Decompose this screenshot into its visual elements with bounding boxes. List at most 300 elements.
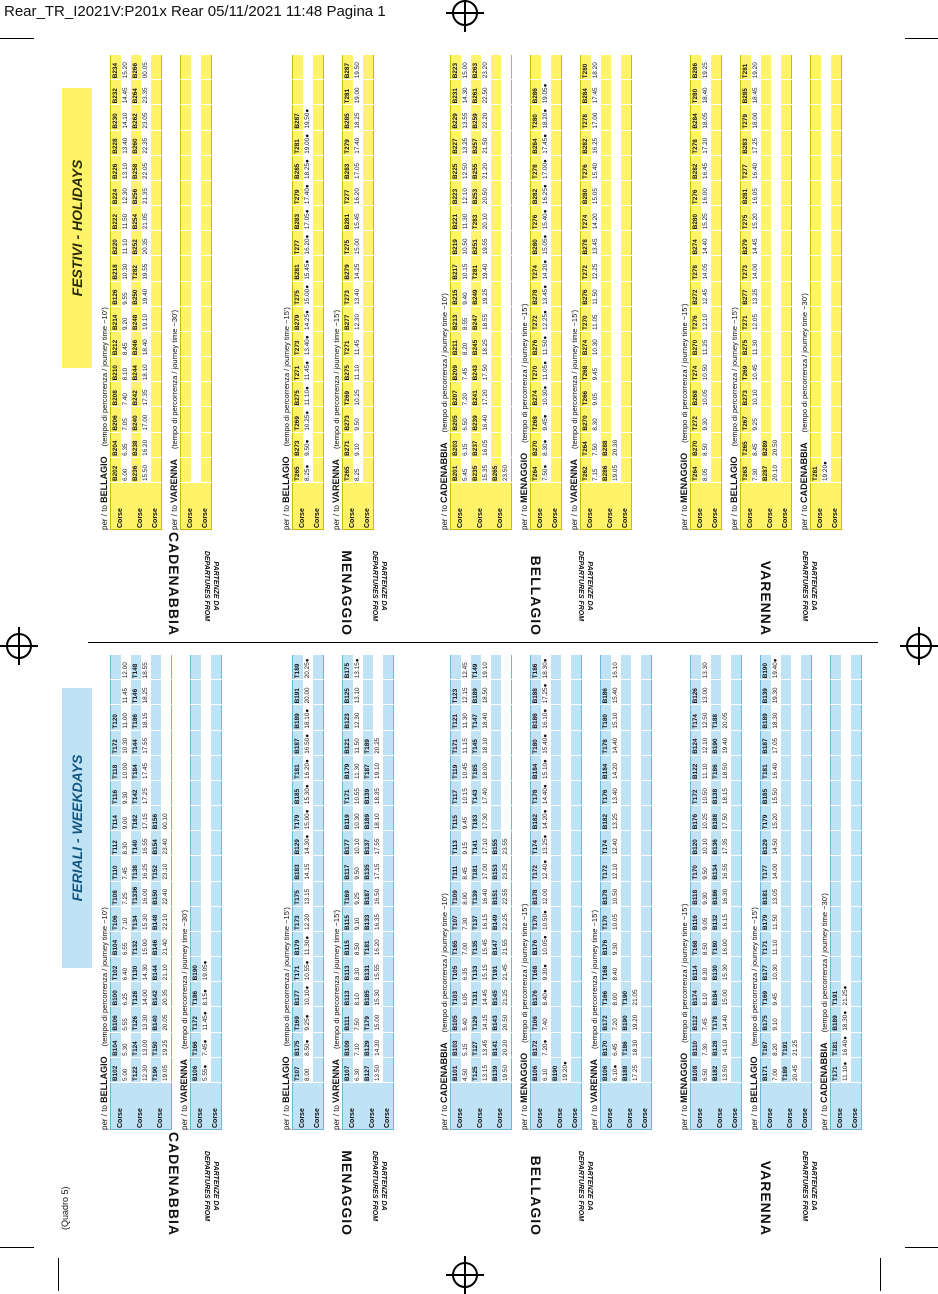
run-code: T272 xyxy=(691,407,702,432)
departure-time xyxy=(561,906,571,931)
route-prefix: per / to xyxy=(800,502,809,530)
departure-time: 15.25 xyxy=(701,206,711,231)
quadro-label: (Quadro 5) xyxy=(60,1186,70,1230)
blank-cell xyxy=(551,382,562,407)
journey-time: (tempo di percorrenza / journey time ~15') xyxy=(680,903,689,1043)
run-code xyxy=(621,806,631,831)
corse-label: Corse xyxy=(293,483,314,530)
corse-label: Corse xyxy=(761,1083,782,1130)
run-code: B109 xyxy=(343,1032,354,1057)
run-code xyxy=(181,105,192,130)
departure-time: 6.05 xyxy=(461,982,471,1007)
departure-time-row xyxy=(591,55,601,530)
run-code: B112 xyxy=(691,1007,702,1032)
departure-time: 8.10 xyxy=(353,982,363,1007)
departure-time: 14.10 xyxy=(721,1032,731,1057)
departure-time: 10.45 xyxy=(461,755,471,780)
departure-time: 16.05 xyxy=(481,432,491,457)
departure-time xyxy=(191,256,201,281)
blank-cell xyxy=(551,180,562,205)
blank-cell xyxy=(831,306,842,331)
departure-time: 12.15 xyxy=(461,680,471,705)
departure-time: 9.45 xyxy=(771,982,781,1007)
departure-time xyxy=(161,655,172,680)
run-code: B178 xyxy=(601,881,612,906)
blank-cell xyxy=(641,680,652,705)
blank-cell xyxy=(211,906,222,931)
run-code-row xyxy=(551,655,561,1130)
departure-time xyxy=(191,281,201,306)
run-code: T273 xyxy=(741,256,752,281)
blank-cell xyxy=(313,457,324,482)
run-code: T174 xyxy=(691,705,702,730)
blank-cell xyxy=(711,155,722,180)
run-code xyxy=(491,780,501,805)
departure-time-row xyxy=(121,55,131,530)
departure-time xyxy=(161,755,172,780)
departures-from-label: PARTENZE DA DEPARTURES FROM xyxy=(203,550,220,622)
run-code: T171 xyxy=(343,780,354,805)
departure-time: 8.45 xyxy=(751,432,761,457)
run-code: T283 xyxy=(471,206,481,231)
departure-time: 9.15 xyxy=(461,831,471,856)
run-code: B106 xyxy=(531,1057,542,1082)
run-code: B243 xyxy=(471,357,481,382)
run-code xyxy=(621,957,631,982)
blank-row xyxy=(211,655,222,1130)
departure-time: 12.10 xyxy=(461,180,471,205)
journey-time: (tempo di percorrenza / journey time ~30') xyxy=(820,893,829,1033)
blank-cell xyxy=(313,780,324,805)
run-code: B117 xyxy=(343,856,354,881)
departure-time: 14.00 xyxy=(141,982,151,1007)
blank-cell xyxy=(831,256,842,281)
corse-label: Corse xyxy=(181,483,202,530)
blank-cell xyxy=(151,331,162,356)
blank-cell xyxy=(781,357,792,382)
departure-time: 10.05 xyxy=(701,382,711,407)
departure-time: 11.30 xyxy=(461,206,471,231)
route-header xyxy=(178,654,190,1130)
blank-cell xyxy=(363,206,374,231)
run-code xyxy=(601,155,611,180)
run-code xyxy=(601,382,611,407)
run-code: B219 xyxy=(451,231,462,256)
departure-time: 22.50 xyxy=(481,80,491,105)
run-code xyxy=(831,831,842,856)
blank-cell xyxy=(781,180,792,205)
blank-cell xyxy=(731,982,742,1007)
blank-cell xyxy=(151,357,162,382)
blank-cell xyxy=(831,105,842,130)
blank-cell xyxy=(211,806,222,831)
run-code: B263 xyxy=(471,55,481,80)
departures-from-label: PARTENZE DA DEPARTURES FROM xyxy=(577,550,594,622)
run-code-row xyxy=(131,55,141,530)
run-code xyxy=(181,80,192,105)
departure-time xyxy=(791,1007,801,1032)
departure-time: 18.25● xyxy=(303,155,313,180)
departure-time: 11.45● xyxy=(201,1007,211,1032)
departure-time: 21.10 xyxy=(161,957,172,982)
departure-time: 17.25 xyxy=(141,780,151,805)
run-code xyxy=(831,705,842,730)
run-code xyxy=(811,407,822,432)
corse-label: Corse xyxy=(571,1083,582,1130)
departure-time: 18.30● xyxy=(841,1007,851,1032)
run-code: T103 xyxy=(451,982,462,1007)
run-code: T190 xyxy=(621,982,631,1007)
run-code xyxy=(181,55,192,80)
departure-time xyxy=(191,180,201,205)
departure-city-label xyxy=(98,533,278,638)
run-code: B153 xyxy=(491,856,501,881)
departure-time: 11.50 xyxy=(353,730,363,755)
departure-time-row xyxy=(751,55,761,530)
blank-cell xyxy=(801,856,812,881)
run-code xyxy=(811,80,822,105)
departure-time: 6.40 xyxy=(121,957,131,982)
blank-cell xyxy=(313,730,324,755)
blank-cell xyxy=(831,281,842,306)
departure-time: 10.10 xyxy=(353,831,363,856)
run-code xyxy=(621,856,631,881)
departure-time: 16.35 xyxy=(373,906,383,931)
departure-time: 17.35 xyxy=(141,382,151,407)
run-code: B190 xyxy=(551,1057,561,1082)
departure-time xyxy=(501,180,512,205)
departure-time: 19.55 xyxy=(481,231,491,256)
departure-time: 7.45● xyxy=(201,1032,211,1057)
departure-time xyxy=(821,407,831,432)
run-code-row xyxy=(293,655,304,1130)
run-code: B226 xyxy=(111,155,122,180)
run-code: T139 xyxy=(471,881,481,906)
departure-time: 15.30● xyxy=(303,780,313,805)
departure-time xyxy=(841,881,851,906)
departure-time: 16.30 xyxy=(721,881,731,906)
departure-time: 10.50 xyxy=(611,881,621,906)
run-code: B111 xyxy=(343,1007,354,1032)
departure-time: 18.15 xyxy=(721,780,731,805)
run-code: T168 xyxy=(691,931,702,956)
departure-time: 23.05 xyxy=(141,105,151,130)
run-code xyxy=(451,655,462,680)
run-code: B278 xyxy=(581,231,592,256)
run-code: B139 xyxy=(761,680,772,705)
schedule-table xyxy=(450,54,512,530)
blank-cell xyxy=(201,306,212,331)
blank-cell xyxy=(151,256,162,281)
run-code-row xyxy=(343,55,354,530)
departure-time: 8.15● xyxy=(201,982,211,1007)
run-code: T172 xyxy=(111,730,122,755)
departure-time: 18.15 xyxy=(141,705,151,730)
departure-time: 20.25● xyxy=(303,655,313,680)
departure-time: 8.20 xyxy=(461,331,471,356)
run-code: T265 xyxy=(293,457,304,482)
run-code xyxy=(491,206,501,231)
weekdays-title: FERIALI - WEEKDAYS xyxy=(62,688,92,968)
blank-cell xyxy=(731,780,742,805)
run-code: B147 xyxy=(491,931,501,956)
section-cadenabbia xyxy=(98,653,278,1238)
departure-time xyxy=(771,382,781,407)
departure-time: 7.45 xyxy=(701,1007,711,1032)
departure-time: 15.15 xyxy=(481,957,491,982)
run-code xyxy=(781,856,791,881)
run-code: T280 xyxy=(531,105,542,130)
journey-time: (tempo di percorrenza / journey time ~15') xyxy=(520,903,529,1043)
departure-time xyxy=(841,806,851,831)
departure-time: 19.05● xyxy=(201,957,211,982)
departure-time: 11.30 xyxy=(353,755,363,780)
blank-cell xyxy=(313,655,324,680)
run-code: T268 xyxy=(531,407,542,432)
blank-cell xyxy=(621,331,632,356)
departures-from-label: PARTENZE DA DEPARTURES FROM xyxy=(577,1150,594,1222)
run-code-row xyxy=(471,655,481,1130)
departure-time: 12.25 xyxy=(591,256,601,281)
run-code: B221 xyxy=(451,206,462,231)
run-code xyxy=(761,55,771,80)
departure-time xyxy=(791,705,801,730)
run-code: B283 xyxy=(741,130,752,155)
departure-city-label xyxy=(438,1133,676,1238)
blank-cell xyxy=(383,1057,394,1082)
departure-time xyxy=(561,856,571,881)
route-prefix: per / to xyxy=(180,1102,189,1130)
departure-time: 6.35 xyxy=(461,957,471,982)
crop-mark xyxy=(905,1247,938,1248)
corse-label: Corse xyxy=(761,483,781,530)
run-code: T128 xyxy=(131,982,141,1007)
run-code: B126 xyxy=(691,680,702,705)
run-code: B270 xyxy=(531,432,542,457)
run-code: B188 xyxy=(711,806,721,831)
run-code: B175 xyxy=(343,655,354,680)
departure-time: 9.50● xyxy=(303,432,313,457)
schedule-table xyxy=(740,54,792,530)
blank-cell xyxy=(781,80,792,105)
corse-label: Corse xyxy=(831,1083,852,1130)
run-code: T273 xyxy=(293,331,304,356)
run-code: B282 xyxy=(691,155,702,180)
departure-time: 18.10● xyxy=(303,705,313,730)
run-code xyxy=(761,80,771,105)
route-prefix: per / to xyxy=(170,502,179,530)
departure-time: 7.00 xyxy=(461,931,471,956)
departure-time: 15.00 xyxy=(373,1007,383,1032)
run-code xyxy=(491,155,501,180)
departure-time: 10.30 xyxy=(121,730,131,755)
blank-cell xyxy=(801,906,812,931)
blank-cell xyxy=(831,180,842,205)
departure-time xyxy=(631,831,641,856)
run-code xyxy=(761,331,771,356)
run-code xyxy=(761,155,771,180)
run-code: B281 xyxy=(293,256,304,281)
run-code xyxy=(191,680,202,705)
run-code: T175 xyxy=(293,881,304,906)
run-code: B230 xyxy=(111,105,122,130)
blank-cell xyxy=(831,457,842,482)
blank-cell xyxy=(313,705,324,730)
departure-time: 8.00 xyxy=(611,982,621,1007)
run-code: B187 xyxy=(761,730,772,755)
journey-time: (tempo di percorrenza / journey time ~10') xyxy=(440,293,449,433)
departure-time: 17.20 xyxy=(481,382,491,407)
departure-time: 8.40● xyxy=(541,982,551,1007)
blank-cell xyxy=(851,831,862,856)
blank-cell xyxy=(731,957,742,982)
run-code: T269 xyxy=(343,382,354,407)
departure-time: 9.45 xyxy=(591,357,601,382)
departure-time: 10.30● xyxy=(541,382,551,407)
spacer xyxy=(862,654,868,1130)
departure-time: 14.20 xyxy=(611,755,621,780)
route-prefix: per / to xyxy=(820,1102,829,1130)
departure-time: 11.45 xyxy=(121,680,131,705)
route-destination: BELLAGIO xyxy=(99,1056,109,1103)
blank-cell xyxy=(151,407,162,432)
departure-time: 19.25 xyxy=(161,1032,172,1057)
departure-time: 12.50 xyxy=(701,705,711,730)
run-code: T186 xyxy=(191,982,202,1007)
run-code: B271 xyxy=(343,432,354,457)
route-block xyxy=(280,54,380,530)
departure-time: 14.25 xyxy=(353,256,363,281)
run-code: B251 xyxy=(471,231,481,256)
run-code: T272 xyxy=(531,306,542,331)
registration-mark-icon xyxy=(452,1262,478,1288)
run-code: B134 xyxy=(711,856,721,881)
departure-time: 17.55 xyxy=(373,831,383,856)
departure-time xyxy=(191,407,201,432)
departure-time-row xyxy=(791,655,801,1130)
crop-mark xyxy=(905,38,938,39)
departure-time-row xyxy=(161,655,172,1130)
blank-cell xyxy=(731,705,742,730)
run-code: B273 xyxy=(293,432,304,457)
departure-time xyxy=(791,755,801,780)
run-code: B148 xyxy=(151,906,161,931)
departure-time: 16.55 xyxy=(141,831,151,856)
run-code xyxy=(781,755,791,780)
blank-cell xyxy=(211,780,222,805)
run-code: B150 xyxy=(151,881,161,906)
departure-time: 11.05 xyxy=(591,306,601,331)
blank-cell xyxy=(383,806,394,831)
run-code: B275 xyxy=(741,331,752,356)
blank-cell xyxy=(851,906,862,931)
departure-time: 12.10 xyxy=(611,856,621,881)
blank-cell xyxy=(731,680,742,705)
blank-cell xyxy=(731,806,742,831)
blank-cell xyxy=(731,755,742,780)
departure-time xyxy=(821,155,831,180)
run-code: B188 xyxy=(621,1057,631,1082)
run-code xyxy=(491,55,501,80)
run-code: B240 xyxy=(131,407,141,432)
departure-time xyxy=(821,80,831,105)
departure-time: 19.50 xyxy=(353,55,363,80)
route-header xyxy=(438,54,450,530)
departure-time: 10.30 xyxy=(771,957,781,982)
departure-time-row xyxy=(141,655,151,1130)
run-code: B283 xyxy=(293,206,304,231)
route-header xyxy=(168,54,180,530)
blank-cell xyxy=(621,256,632,281)
run-code: T115 xyxy=(451,806,462,831)
corse-label: Corse xyxy=(211,1083,222,1130)
blank-cell xyxy=(571,856,582,881)
route-prefix: per / to xyxy=(730,502,739,530)
run-code: B120 xyxy=(691,831,702,856)
run-code: T280 xyxy=(691,80,702,105)
blank-cell xyxy=(201,180,212,205)
run-code: B252 xyxy=(131,231,141,256)
run-code: B145 xyxy=(491,982,501,1007)
run-code: B176 xyxy=(531,931,542,956)
blank-cell xyxy=(641,730,652,755)
blank-cell xyxy=(781,231,792,256)
run-code: T180 xyxy=(531,730,542,755)
route-prefix: per / to xyxy=(332,502,341,530)
departure-time: 13.15● xyxy=(353,655,363,680)
departure-time xyxy=(501,105,512,130)
departure-time xyxy=(791,957,801,982)
run-code xyxy=(601,655,612,680)
run-code: B110 xyxy=(691,1032,702,1057)
run-code: T179 xyxy=(363,1007,373,1032)
run-code: B282 xyxy=(531,180,542,205)
departure-time xyxy=(611,407,621,432)
departure-time: 17.00 xyxy=(481,856,491,881)
run-code xyxy=(761,407,771,432)
departure-time: 11.10 xyxy=(701,755,711,780)
blank-cell xyxy=(851,982,862,1007)
run-code: T174 xyxy=(531,831,542,856)
run-code xyxy=(831,780,842,805)
departure-time: 23.55 xyxy=(501,831,512,856)
city-name: BELLAGIO xyxy=(528,1155,545,1236)
departure-time xyxy=(771,155,781,180)
run-code: B214 xyxy=(111,306,122,331)
run-code: T264 xyxy=(581,432,592,457)
run-code: B108 xyxy=(691,1057,702,1082)
departure-time: 13.40● xyxy=(303,331,313,356)
departure-time: 20.10 xyxy=(481,206,491,231)
departure-time xyxy=(501,780,512,805)
corse-label: Corse xyxy=(191,1083,212,1130)
departure-time: 15.00 xyxy=(353,231,363,256)
departure-time: 22.35 xyxy=(141,130,151,155)
blank-row xyxy=(151,55,162,530)
run-code: T184 xyxy=(131,755,141,780)
departure-time xyxy=(201,931,211,956)
departure-time: 16.25 xyxy=(141,856,151,881)
run-code: T264 xyxy=(531,457,542,482)
crop-mark xyxy=(0,38,34,39)
section-menaggio xyxy=(280,53,435,638)
departure-time xyxy=(791,856,801,881)
route-header xyxy=(798,54,810,530)
departure-time: 10.25● xyxy=(303,407,313,432)
run-code xyxy=(491,80,501,105)
run-code xyxy=(551,755,561,780)
spacer xyxy=(842,54,848,530)
